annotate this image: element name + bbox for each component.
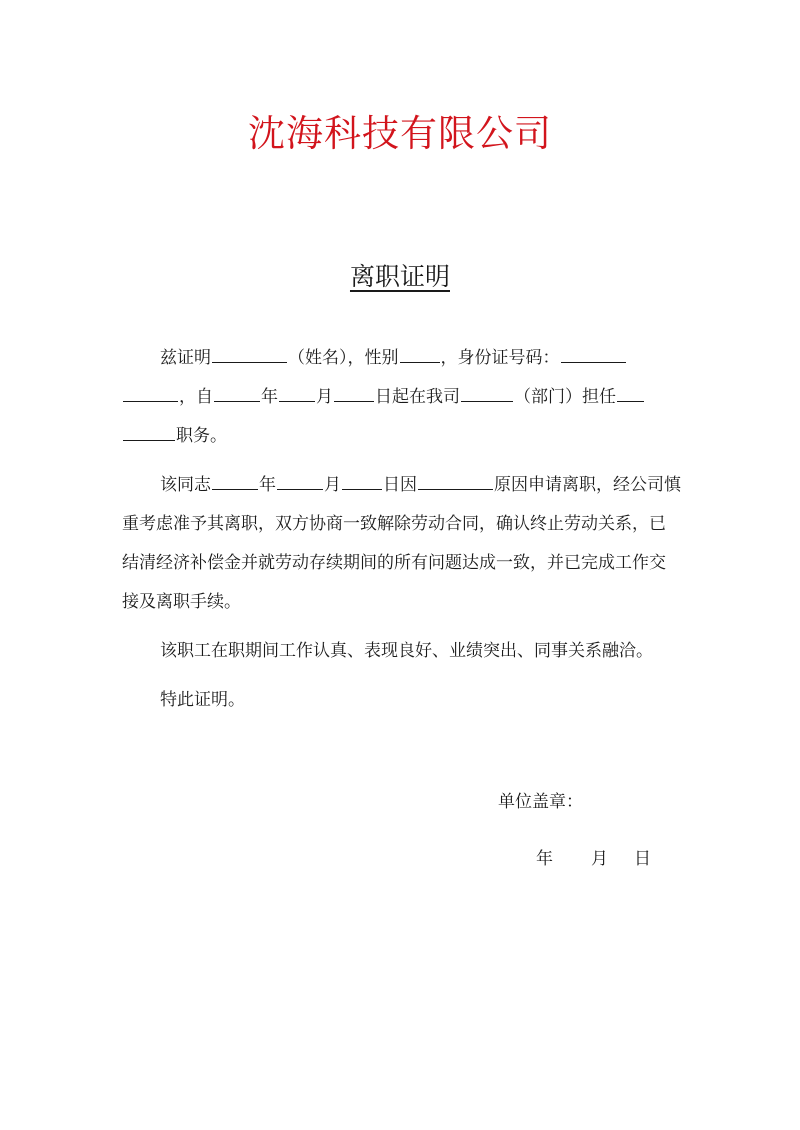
gender-blank[interactable]	[400, 342, 440, 363]
reason-blank[interactable]	[418, 469, 493, 490]
text-segment: ，身份证号码：	[440, 348, 560, 368]
company-name: 沈海科技有限公司	[248, 112, 552, 155]
signature-date	[536, 847, 651, 871]
document-title-text: 离职证明	[349, 262, 450, 291]
text-segment: 年	[261, 387, 278, 407]
leave-year-blank[interactable]	[212, 469, 258, 490]
start-day-blank[interactable]	[334, 381, 374, 402]
text-segment: ，自	[179, 387, 213, 407]
text-segment: 日起在我司	[375, 387, 460, 407]
text-segment: （部门）担任	[514, 387, 616, 407]
start-year-blank[interactable]	[214, 381, 260, 402]
name-blank[interactable]	[212, 342, 287, 363]
position-blank-1[interactable]	[617, 381, 644, 402]
id-number-blank-2[interactable]	[123, 381, 178, 402]
leave-day-blank[interactable]	[342, 469, 382, 490]
paragraph-closing: 特此证明。	[160, 690, 245, 710]
date-month-label: 月	[591, 849, 608, 869]
date-day-label: 日	[634, 849, 651, 869]
text-segment: 该同志	[160, 475, 211, 495]
text-segment: 职务。	[176, 426, 227, 446]
text-segment: 兹证明	[160, 348, 211, 368]
certificate-body	[122, 339, 682, 730]
text-segment: 日因	[383, 475, 417, 495]
leave-month-blank[interactable]	[277, 469, 323, 490]
paragraph-resignation	[122, 466, 682, 622]
document-title	[0, 262, 800, 292]
start-month-blank[interactable]	[279, 381, 315, 402]
id-number-blank-1[interactable]	[561, 342, 626, 363]
paragraph-employee-info	[122, 339, 682, 456]
department-blank[interactable]	[461, 381, 513, 402]
position-blank-2[interactable]	[123, 420, 175, 441]
paragraph-evaluation: 该职工在职期间工作认真、表现良好、业绩突出、同事关系融洽。	[160, 641, 653, 661]
company-seal-label: 单位盖章：	[498, 792, 583, 812]
text-segment: 月	[316, 387, 333, 407]
text-segment: 月	[324, 475, 341, 495]
date-year-label: 年	[536, 849, 553, 869]
text-segment: 原因申请离职，经公司慎重考虑准予其离职，双方协商一致解除劳动合同，确认终止劳动关系，已结清经济补偿金并就劳动存续期间的所有问题达成一致，并已完成工作交接及离职手续。	[122, 475, 681, 612]
text-segment: （姓名），性别	[288, 348, 399, 368]
text-segment: 年	[259, 475, 276, 495]
